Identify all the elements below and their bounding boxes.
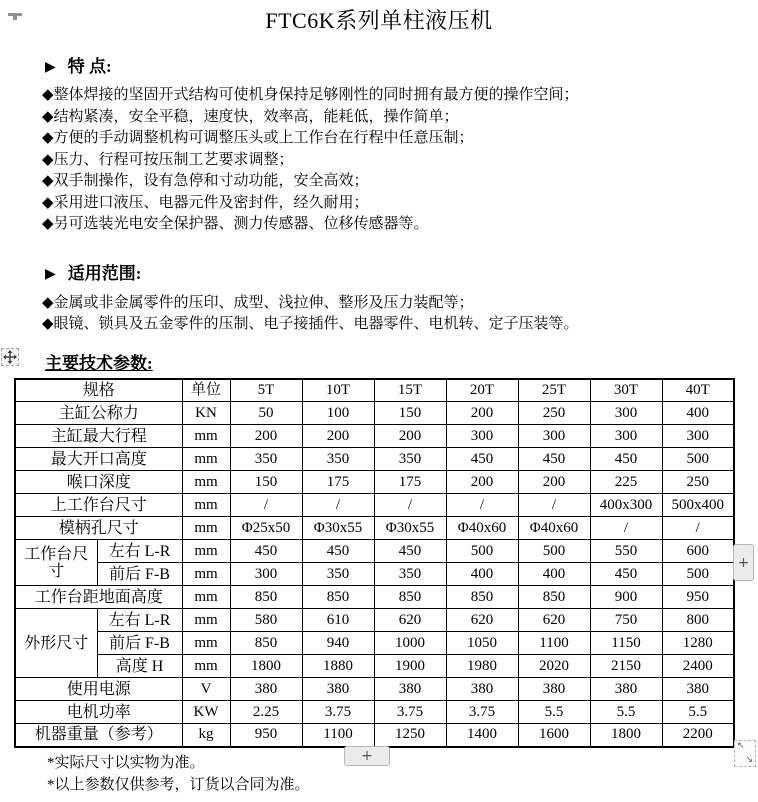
row-unit: mm [182, 655, 230, 678]
plus-icon: + [737, 554, 750, 571]
section-title-features: 特 点: [67, 57, 112, 76]
four-way-arrow-icon [3, 350, 17, 364]
table-row [15, 402, 734, 425]
cell: 3.75 [302, 701, 374, 724]
cell: 225 [590, 471, 662, 494]
cell: 3.75 [446, 701, 518, 724]
cell: 1880 [302, 655, 374, 678]
cell: 850 [230, 632, 302, 655]
table-row [15, 678, 734, 701]
cell: / [230, 494, 302, 517]
cell: 450 [302, 540, 374, 563]
cell: 850 [230, 586, 302, 609]
row-label: 电机功率 [15, 701, 182, 724]
table-row [15, 448, 734, 471]
cell: 380 [662, 678, 734, 701]
table-row [15, 494, 734, 517]
table-header-row [15, 379, 734, 402]
list-item: ◆另可选装光电安全保护器、测力传感器、位移传感器等。 [42, 216, 429, 232]
features-list [42, 85, 738, 236]
cell: 400 [446, 563, 518, 586]
cell: 500 [518, 540, 590, 563]
row-unit: mm [182, 540, 230, 563]
cell: Φ30x55 [302, 517, 374, 540]
triangle-bullet-icon: ▶ [45, 265, 56, 282]
cell: 380 [518, 678, 590, 701]
header-col: 25T [518, 379, 590, 402]
row-unit: mm [182, 563, 230, 586]
cell: / [302, 494, 374, 517]
table-row [15, 609, 734, 632]
cell: 850 [374, 586, 446, 609]
margin-marker-icon [8, 13, 22, 21]
cell: 300 [590, 425, 662, 448]
row-label: 上工作台尺寸 [15, 494, 182, 517]
cell: 2150 [590, 655, 662, 678]
header-col: 15T [374, 379, 446, 402]
cell: 400x300 [590, 494, 662, 517]
plus-icon: + [361, 748, 373, 764]
cell: 950 [662, 586, 734, 609]
cell: 200 [374, 425, 446, 448]
cell: 400 [662, 402, 734, 425]
cell: 50 [230, 402, 302, 425]
table-row [15, 701, 734, 724]
cell: 175 [302, 471, 374, 494]
row-unit: mm [182, 609, 230, 632]
cell: 450 [446, 448, 518, 471]
cell: 1600 [518, 724, 590, 747]
cell: 500 [446, 540, 518, 563]
row-unit: mm [182, 632, 230, 655]
row-sub-label: 高度 H [97, 655, 182, 678]
cell: 800 [662, 609, 734, 632]
cell: 200 [302, 425, 374, 448]
list-item: ◆采用进口液压、电器元件及密封件，经久耐用； [42, 194, 369, 211]
cell: 620 [374, 609, 446, 632]
footnote-line: *实际尺寸以实物为准。 [47, 754, 205, 771]
list-item: ◆压力、行程可按压制工艺要求调整； [42, 151, 294, 168]
row-sub-label: 左右 L-R [97, 540, 182, 563]
cell: 500 [662, 563, 734, 586]
row-label: 机器重量（参考） [15, 724, 182, 747]
footnotes [47, 752, 758, 796]
cell: / [518, 494, 590, 517]
cell: 200 [446, 471, 518, 494]
section-header-features [45, 56, 758, 78]
cell: 300 [230, 563, 302, 586]
table-row [15, 724, 734, 747]
cell: 1050 [446, 632, 518, 655]
cell: 5.5 [590, 701, 662, 724]
cell: 450 [374, 540, 446, 563]
cell: 940 [302, 632, 374, 655]
cell: 350 [374, 448, 446, 471]
cell: 610 [302, 609, 374, 632]
cell: 1280 [662, 632, 734, 655]
list-item: ◆整体焊接的坚固开式结构可使机身保持足够刚性的同时拥有最方便的操作空间； [42, 87, 579, 103]
header-col: 30T [590, 379, 662, 402]
arrow-nw-icon: ↖ [737, 741, 745, 751]
row-unit: mm [182, 586, 230, 609]
row-label: 主缸最大行程 [15, 425, 182, 448]
cell: 450 [590, 563, 662, 586]
cell: 620 [518, 609, 590, 632]
cell: 2200 [662, 724, 734, 747]
cell: 1250 [374, 724, 446, 747]
cell: 1980 [446, 655, 518, 678]
cell: 580 [230, 609, 302, 632]
row-unit: mm [182, 425, 230, 448]
cell: 200 [518, 471, 590, 494]
table-row [15, 540, 734, 563]
insert-column-button[interactable] [733, 544, 754, 581]
cell: 1800 [230, 655, 302, 678]
cell: 550 [590, 540, 662, 563]
cell: 750 [590, 609, 662, 632]
cell: 1100 [518, 632, 590, 655]
header-unit: 单位 [182, 379, 230, 402]
row-label: 使用电源 [15, 678, 182, 701]
cell: Φ25x50 [230, 517, 302, 540]
row-unit: mm [182, 448, 230, 471]
cell: 1000 [374, 632, 446, 655]
cell: 600 [662, 540, 734, 563]
cell: / [662, 517, 734, 540]
row-label: 最大开口高度 [15, 448, 182, 471]
cell: 500x400 [662, 494, 734, 517]
row-label: 喉口深度 [15, 471, 182, 494]
list-item: ◆金属或非金属零件的压印、成型、浅拉伸、整形及压力装配等； [42, 294, 474, 311]
params-heading: 主要技术参数: [45, 353, 153, 373]
cell: 300 [662, 425, 734, 448]
row-unit: KN [182, 402, 230, 425]
cell: 300 [446, 425, 518, 448]
cell: 380 [374, 678, 446, 701]
cell: 450 [590, 448, 662, 471]
row-sub-label: 前后 F-B [97, 563, 182, 586]
cell: 380 [590, 678, 662, 701]
table-row [15, 563, 734, 586]
table-row [15, 517, 734, 540]
cell: 5.5 [518, 701, 590, 724]
row-unit: mm [182, 517, 230, 540]
row-label: 工作台距地面高度 [15, 586, 182, 609]
row-sub-label: 前后 F-B [97, 632, 182, 655]
row-unit: mm [182, 494, 230, 517]
cell: Φ40x60 [518, 517, 590, 540]
scope-list [42, 293, 738, 336]
table-row [15, 586, 734, 609]
table-row [15, 655, 734, 678]
list-item: ◆结构紧凑，安全平稳，速度快，效率高，能耗低，操作简单； [42, 108, 459, 125]
cell: 1150 [590, 632, 662, 655]
arrow-se-icon: ↘ [745, 755, 753, 765]
cell: 1100 [302, 724, 374, 747]
cell: 400 [518, 563, 590, 586]
table-resize-handle[interactable] [734, 740, 756, 767]
cell: 2400 [662, 655, 734, 678]
cell: 850 [518, 586, 590, 609]
header-col: 20T [446, 379, 518, 402]
cell: / [446, 494, 518, 517]
cell: 950 [230, 724, 302, 747]
section-title-scope: 适用范围: [67, 263, 142, 283]
cell: 450 [518, 448, 590, 471]
list-item: ◆方便的手动调整机构可调整压头或上工作台在行程中任意压制； [42, 130, 474, 146]
cell: 850 [446, 586, 518, 609]
cell: 1900 [374, 655, 446, 678]
cell: 100 [302, 402, 374, 425]
table-row [15, 425, 734, 448]
cell: 450 [230, 540, 302, 563]
cell: 1400 [446, 724, 518, 747]
cell: 250 [662, 471, 734, 494]
list-item: ◆双手制操作，设有急停和寸动功能，安全高效； [42, 173, 369, 189]
cell: 380 [230, 678, 302, 701]
row-group-label: 工作台尺寸 [15, 540, 97, 586]
cell: 380 [446, 678, 518, 701]
cell: Φ40x60 [446, 517, 518, 540]
cell: 350 [302, 563, 374, 586]
cell: 150 [230, 471, 302, 494]
cell: 250 [518, 402, 590, 425]
table-row [15, 471, 734, 494]
cell: 200 [230, 425, 302, 448]
cell: 350 [230, 448, 302, 471]
cell: 2.25 [230, 701, 302, 724]
row-label: 主缸公称力 [15, 402, 182, 425]
spec-table [14, 378, 735, 748]
cell: 380 [302, 678, 374, 701]
header-col: 5T [230, 379, 302, 402]
cell: 500 [662, 448, 734, 471]
table-row [15, 632, 734, 655]
row-label: 模柄孔尺寸 [15, 517, 182, 540]
footnote-line: *以上参数仅供参考，订货以合同为准。 [47, 776, 310, 793]
cell: 150 [374, 402, 446, 425]
cell: Φ30x55 [374, 517, 446, 540]
header-col: 40T [662, 379, 734, 402]
row-unit: KW [182, 701, 230, 724]
cell: / [590, 517, 662, 540]
table-move-handle-icon[interactable] [1, 348, 19, 366]
cell: 300 [590, 402, 662, 425]
cell: 300 [518, 425, 590, 448]
row-unit: kg [182, 724, 230, 747]
cell: 1800 [590, 724, 662, 747]
triangle-bullet-icon: ▶ [45, 59, 56, 75]
header-col: 10T [302, 379, 374, 402]
row-group-label: 外形尺寸 [15, 609, 97, 678]
cell: 620 [446, 609, 518, 632]
cell: / [374, 494, 446, 517]
cell: 900 [590, 586, 662, 609]
page-title: FTC6K系列单柱液压机 [265, 8, 493, 33]
cell: 350 [302, 448, 374, 471]
header-label: 规格 [15, 379, 182, 402]
cell: 850 [302, 586, 374, 609]
cell: 5.5 [662, 701, 734, 724]
cell: 3.75 [374, 701, 446, 724]
insert-row-button[interactable] [344, 746, 390, 766]
cell: 350 [374, 563, 446, 586]
cell: 200 [446, 402, 518, 425]
cell: 175 [374, 471, 446, 494]
list-item: ◆眼镜、锁具及五金零件的压制、电子接插件、电器零件、电机转、定子压装等。 [42, 316, 579, 332]
row-unit: mm [182, 471, 230, 494]
row-sub-label: 左右 L-R [97, 609, 182, 632]
section-header-scope [45, 263, 758, 285]
cell: 2020 [518, 655, 590, 678]
row-unit: V [182, 678, 230, 701]
